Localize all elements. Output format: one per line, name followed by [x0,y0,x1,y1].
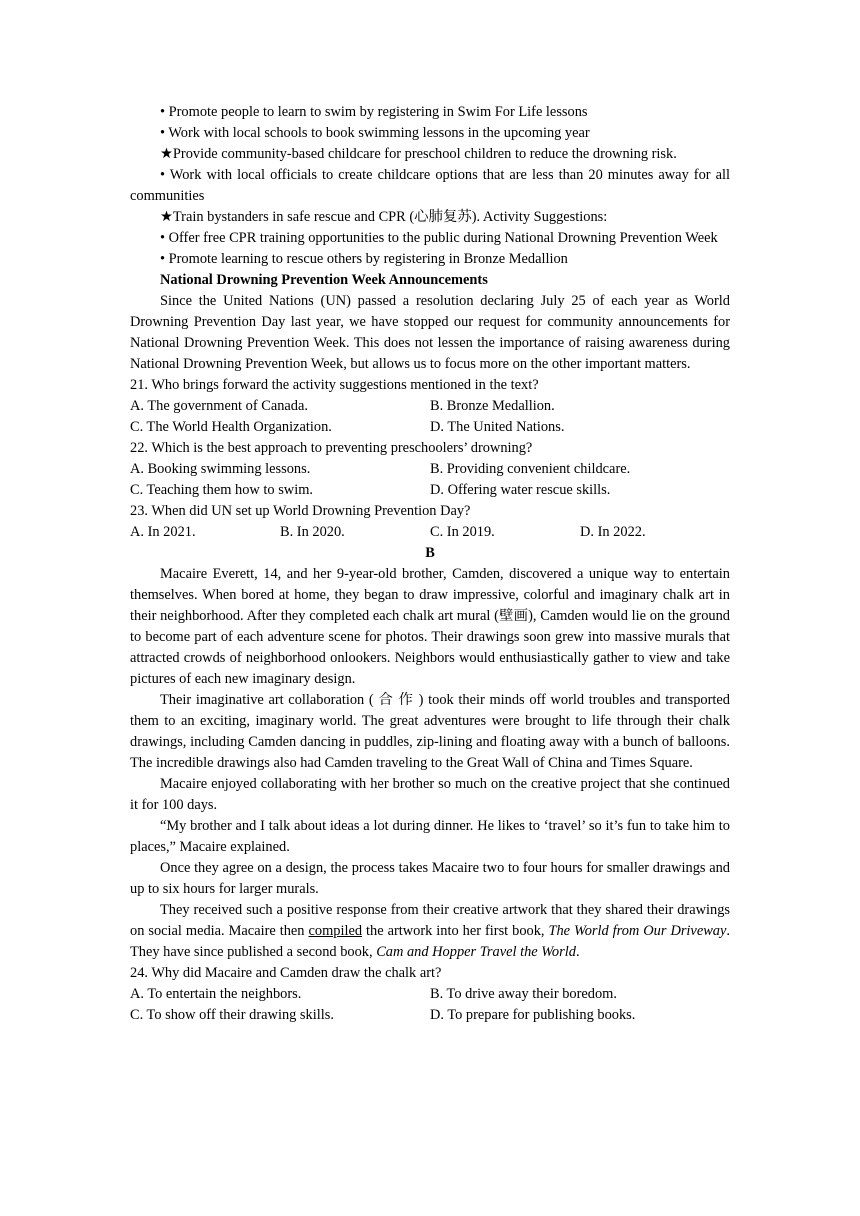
bullet-bronze-medallion: • Promote learning to rescue others by registering in Bronze Medallion [160,251,568,267]
star-train-bystanders: ★Train bystanders in safe rescue and CPR (心肺复苏). Activity Suggestions: [160,209,608,225]
question-22-options-row1 [130,459,730,480]
announcements-heading: National Drowning Prevention Week Announcements [160,272,488,288]
question-21: 21. Who brings forward the activity suggestions mentioned in the text? [130,377,539,393]
p6-text-c: . They have since published a second book, [130,923,730,960]
section-b-paragraph-5: Once they agree on a design, the process takes Macaire two to four hours for smaller drawings and up to six hours for larger murals. [130,860,730,897]
question-23-options [130,522,730,543]
option-23c: C. In 2019. [430,524,495,540]
question-21-options-row1 [130,396,730,417]
option-24d: D. To prepare for publishing books. [430,1007,636,1023]
bullet-local-schools: • Work with local schools to book swimming lessons in the upcoming year [160,125,590,141]
bullet-swim-for-life: • Promote people to learn to swim by registering in Swim For Life lessons [160,104,588,120]
option-24b: B. To drive away their boredom. [430,986,617,1002]
underlined-word-compiled: compiled [308,923,363,939]
option-22a: A. Booking swimming lessons. [130,461,311,477]
section-b-paragraph-3: Macaire enjoyed collaborating with her brother so much on the creative project that she continued it for 100 days. [130,776,730,813]
option-22d: D. Offering water rescue skills. [430,482,611,498]
bullet-local-officials: • Work with local officials to create childcare options that are less than 20 minutes away for all communities [130,167,730,204]
document-page [130,102,730,1026]
book-title-1: The World from Our Driveway [548,923,727,939]
option-21b: B. Bronze Medallion. [430,398,555,414]
question-21-options-row2 [130,417,730,438]
section-b-paragraph-2: Their imaginative art collaboration ( 合 作 ) took their minds off world troubles and transported them to an exciting, imaginary world. The great adventures were brought to life through their chalk drawings, including Camden dancing in puddles, zip-lining and floating away with a bunch of balloons. The incredible drawings also had Camden traveling to the Great Wall of China and Times Square. [130,692,730,771]
p6-text-d: . [575,944,580,960]
bullet-cpr-training: • Offer free CPR training opportunities to the public during National Drowning Prevention Week [160,230,718,246]
option-21c: C. The World Health Organization. [130,419,332,435]
option-22b: B. Providing convenient childcare. [430,461,631,477]
question-22: 22. Which is the best approach to preventing preschoolers’ drowning? [130,440,533,456]
section-b-label: B [425,545,435,561]
question-24-options-row2 [130,1005,730,1026]
section-b-paragraph-4: “My brother and I talk about ideas a lot during dinner. He likes to ‘travel’ so it’s fun to take him to places,” Macaire explained. [130,818,730,855]
option-21d: D. The United Nations. [430,419,565,435]
question-24-options-row1 [130,984,730,1005]
option-24a: A. To entertain the neighbors. [130,986,302,1002]
option-23d: D. In 2022. [580,524,646,540]
option-23a: A. In 2021. [130,524,196,540]
question-23: 23. When did UN set up World Drowning Prevention Day? [130,503,471,519]
option-21a: A. The government of Canada. [130,398,308,414]
question-24: 24. Why did Macaire and Camden draw the chalk art? [130,965,442,981]
section-b-paragraph-1: Macaire Everett, 14, and her 9-year-old brother, Camden, discovered a unique way to entertain themselves. When bored at home, they began to draw impressive, colorful and imaginary chalk art in their neighborhood. After they completed each chalk art mural (壁画), Camden would lie on the ground to become part of each adventure scene for photos. Their drawings soon grew into massive murals that attracted crowds of neighborhood onlookers. Neighbors would enthusiastically gather to view and take pictures of each new imaginary design. [130,566,730,687]
option-23b: B. In 2020. [280,524,345,540]
section-b-paragraph-6 [130,900,730,963]
book-title-2: Cam and Hopper Travel the World [376,944,576,960]
p6-text-a: They received such a positive response from their creative artwork that they shared their drawings on social media. Macaire then [130,902,730,939]
option-22c: C. Teaching them how to swim. [130,482,313,498]
option-24c: C. To show off their drawing skills. [130,1007,334,1023]
star-childcare: ★Provide community-based childcare for preschool children to reduce the drowning risk. [160,146,677,162]
p6-text-b: the artwork into her first book, [362,923,549,939]
announcements-paragraph: Since the United Nations (UN) passed a resolution declaring July 25 of each year as World Drowning Prevention Day last year, we have stopped our request for community announcements for National Drowning Prevention Week. This does not lessen the importance of raising awareness during National Drowning Prevention Week, but allows us to focus more on the other important matters. [130,293,730,372]
question-22-options-row2 [130,480,730,501]
